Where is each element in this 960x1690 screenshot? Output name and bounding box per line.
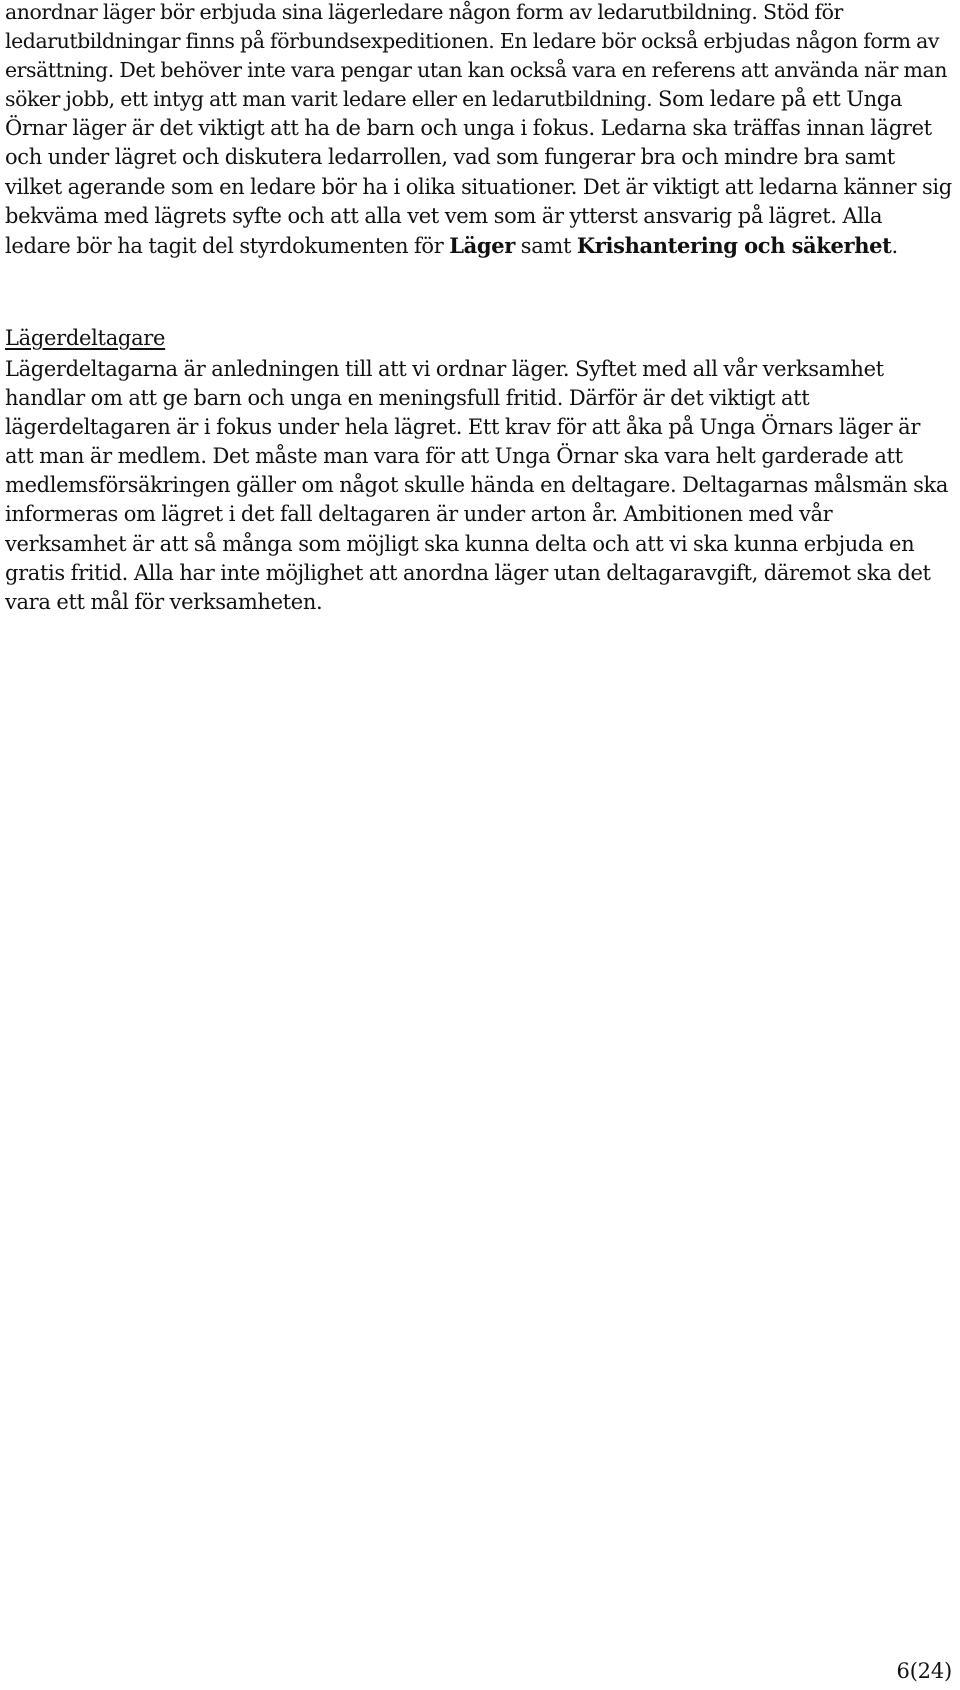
intro-paragraph-text-4: . bbox=[891, 233, 898, 258]
intro-paragraph-text-3: samt bbox=[514, 233, 577, 258]
section-paragraph: Lägerdeltagarna är anledningen till att vi ordnar läger. Syftet med all vår verksamhet handlar om att ge barn och unga en meningsfull fritid. Därför är det viktigt att lägerdeltagaren är i fokus under hela lägret. Ett krav för att åka på Unga Örnars läger är att man är medlem. Det måste man vara för att Unga Örnar ska vara helt garderade att medlemsförsäkringen gäller om något skulle hända en deltagare. Deltagarnas målsmän ska informeras om lägret i det fall deltagaren är under arton år. Ambitionen med vår verksamhet är att så många som möjligt ska kunna delta och att vi ska kunna erbjuda en gratis fritid. Alla har inte möjlighet att anordna läger utan deltagaravgift, däremot ska det vara ett mål för verksamheten. bbox=[5, 357, 949, 614]
bold-term-krishantering: Krishantering och säkerhet bbox=[576, 232, 892, 258]
page-number: 6(24) bbox=[896, 1659, 952, 1683]
intro-paragraph bbox=[5, 0, 953, 261]
bold-term-lager: Läger bbox=[449, 232, 515, 258]
section-heading-lagerdeltagare: Lägerdeltagare bbox=[5, 326, 166, 350]
intro-paragraph-text-2: Som ledare på ett Unga Örnar läger är det viktigt att ha de barn och unga i fokus. Ledarna ska träffas innan lägret och under lägret och diskutera ledarrollen, vad som fungerar bra och mindre bra samt vilket agerande som en ledare bör ha i olika situationer. Det är viktigt att ledarna känner sig bekväma med lägrets syfte och att alla vet vem som är ytterst ansvarig på lägret. Alla ledare bör ha tagit del styrdokumenten för bbox=[5, 87, 952, 258]
intro-paragraph-text-1: anordnar läger bör erbjuda sina lägerledare någon form av ledarutbildning. Stöd för ledarutbildningar finns på förbundsexpeditionen. En ledare bör också erbjudas någon form av ersättning. Det behöver inte vara pengar utan kan också vara en referens att använda när man söker jobb, ett intyg att man varit ledare eller en ledarutbildning. bbox=[5, 0, 947, 112]
